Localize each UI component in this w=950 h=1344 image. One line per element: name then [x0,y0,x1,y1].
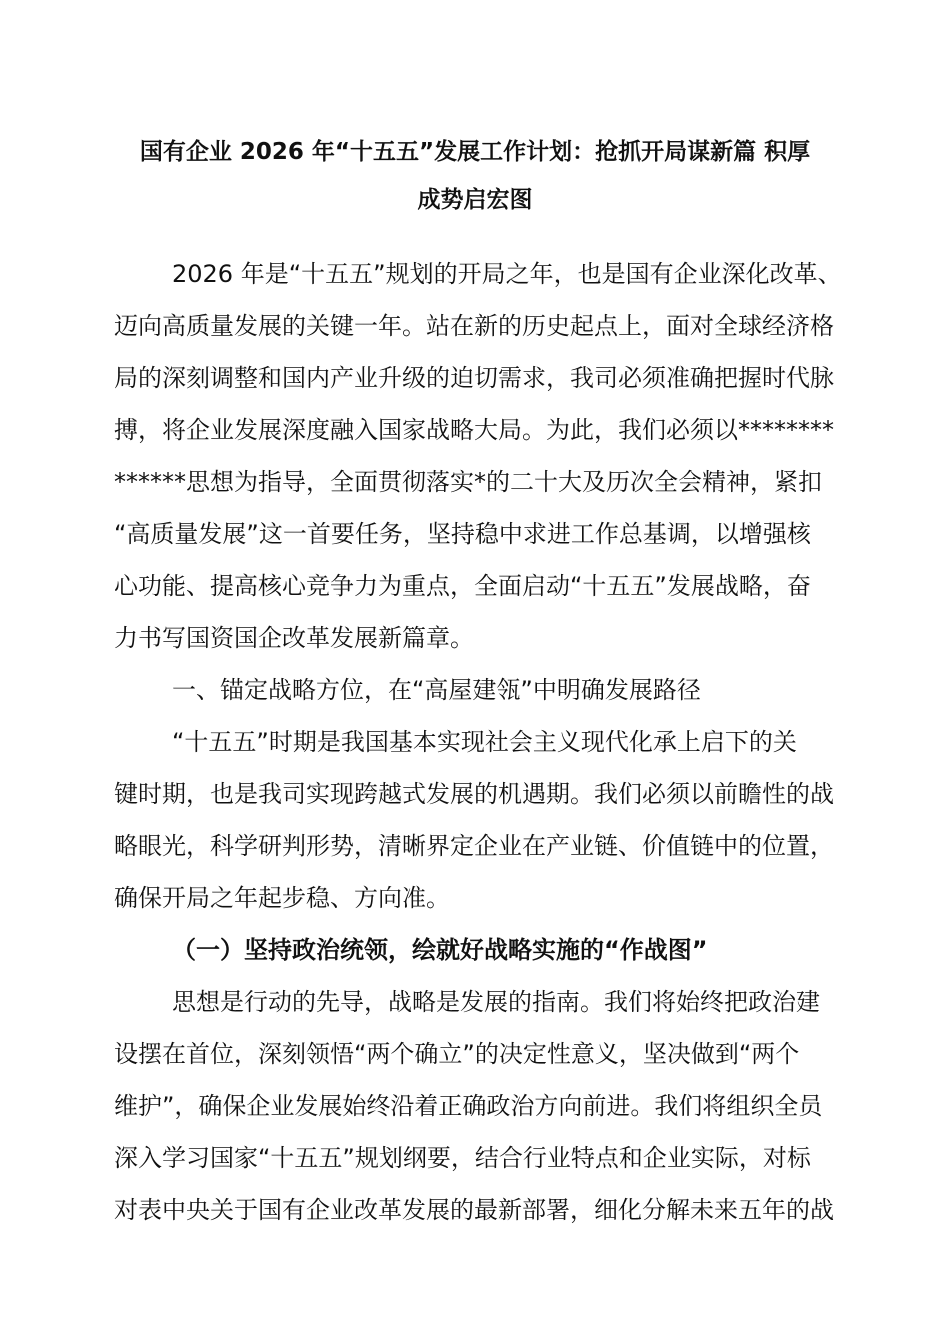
paragraph-line: 2026 年是“十五五”规划的开局之年，也是国有企业深化改革、 [172,260,842,288]
paragraph-line: “十五五”时期是我国基本实现社会主义现代化承上启下的关 [172,728,797,756]
paragraph-line: 略眼光，科学研判形势，清晰界定企业在产业链、价值链中的位置， [114,832,834,860]
subsection-heading: （一）坚持政治统领，绘就好战略实施的“作战图” [172,936,708,964]
paragraph-line: 键时期，也是我司实现跨越式发展的机遇期。我们必须以前瞻性的战 [114,780,834,808]
paragraph-line: 局的深刻调整和国内产业升级的迫切需求，我司必须准确把握时代脉 [114,364,834,392]
paragraph-line: 深入学习国家“十五五”规划纲要，结合行业特点和企业实际，对标 [114,1144,811,1172]
paragraph-line: “高质量发展”这一首要任务，坚持稳中求进工作总基调，以增强核 [114,520,811,548]
paragraph-line: 维护”，确保企业发展始终沿着正确政治方向前进。我们将组织全员 [114,1092,823,1120]
document-title-line-1: 国有企业 2026 年“十五五”发展工作计划：抢抓开局谋新篇 积厚 [139,139,811,165]
paragraph-line: 心功能、提高核心竞争力为重点，全面启动“十五五”发展战略，奋 [114,572,811,600]
paragraph-line: 思想是行动的先导，战略是发展的指南。我们将始终把政治建 [172,988,820,1016]
paragraph-line: 确保开局之年起步稳、方向准。 [114,884,450,912]
document-title-line-2: 成势启宏图 [417,187,533,213]
section-heading: 一、锚定战略方位，在“高屋建瓴”中明确发展路径 [172,676,701,704]
paragraph-line: 力书写国资国企改革发展新篇章。 [114,624,474,652]
paragraph-line: 迈向高质量发展的关键一年。站在新的历史起点上，面对全球经济格 [114,312,834,340]
paragraph-line: 设摆在首位，深刻领悟“两个确立”的决定性意义，坚决做到“两个 [114,1040,800,1068]
paragraph-line: 搏，将企业发展深度融入国家战略大局。为此，我们必须以******** [114,416,834,444]
paragraph-line: 对表中央关于国有企业改革发展的最新部署，细化分解未来五年的战 [114,1196,834,1224]
paragraph-line: ******思想为指导，全面贯彻落实*的二十大及历次全会精神，紧扣 [114,468,822,496]
